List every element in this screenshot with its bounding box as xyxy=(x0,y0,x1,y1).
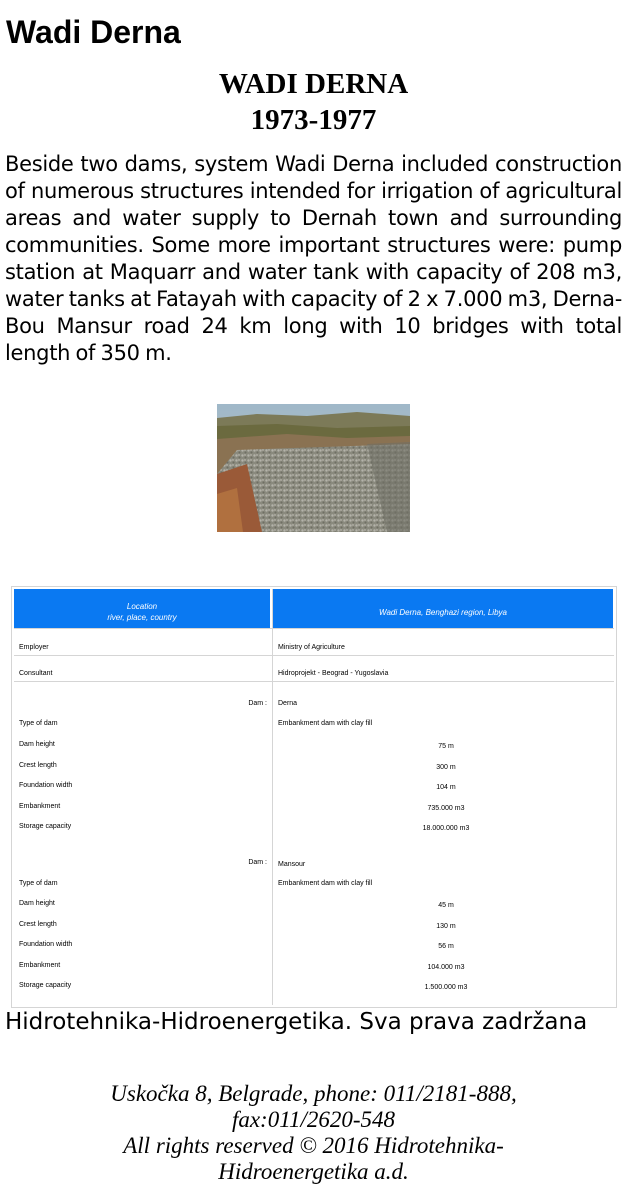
header-location-label: Location xyxy=(126,602,158,611)
table-column-divider xyxy=(272,589,273,1005)
page-title: Wadi Derna xyxy=(6,14,181,50)
crest-length-label: Crest length xyxy=(19,921,57,928)
consultant-label: Consultant xyxy=(19,670,53,677)
embankment-label: Embankment xyxy=(19,962,61,969)
embankment-value: 104.000 m3 xyxy=(427,964,465,971)
dam-data-table xyxy=(11,586,617,1008)
footer-address xyxy=(0,1081,627,1185)
table-header-value xyxy=(273,589,613,628)
foundation-width-label: Foundation width xyxy=(19,941,73,948)
embankment-value: 735.000 m3 xyxy=(427,805,465,812)
foundation-width-label: Foundation width xyxy=(19,782,73,789)
dam-name: Derna xyxy=(278,700,298,707)
rights-line: All rights reserved © 2016 Hidrotehnika- xyxy=(123,1133,504,1158)
foundation-width-value: 56 m xyxy=(438,943,454,950)
storage-capacity-label: Storage capacity xyxy=(19,982,72,989)
footer-copyright: Hidrotehnika-Hidroenergetika. Sva prava zadržana xyxy=(5,1009,588,1035)
header-location-sublabel: river, place, country xyxy=(107,613,177,622)
employer-label: Employer xyxy=(19,644,49,651)
article-body: Beside two dams, system Wadi Derna included construction of numerous structures intended for irrigation of agricultural areas and water supply to Dernah town and surrounding communities. Some more important structures were: pump station at Maquarr and water tank with capacity of 208 m3, water tanks at Fatayah with capacity of 2 x 7.000 m3, Derna-Bou Mansur road 24 km long with 10 bridges with total length of 350 m. xyxy=(5,152,622,365)
crest-length-label: Crest length xyxy=(19,762,57,769)
type-of-dam-label: Type of dam xyxy=(19,880,58,887)
dam-height-label: Dam height xyxy=(19,900,55,907)
foundation-width-value: 104 m xyxy=(436,784,456,791)
article-heading-title: WADI DERNA xyxy=(218,68,409,100)
article-heading-years: 1973-1977 xyxy=(250,104,377,136)
table-row-divider xyxy=(14,655,614,656)
table-row-divider xyxy=(14,628,614,629)
embankment-label: Embankment xyxy=(19,803,61,810)
storage-capacity-value: 1.500.000 m3 xyxy=(424,984,468,991)
dam-label: Dam : xyxy=(248,700,267,707)
employer-value: Ministry of Agriculture xyxy=(278,644,345,651)
type-of-dam-value: Embankment dam with clay fill xyxy=(278,880,373,887)
fax-line: fax:011/2620-548 xyxy=(231,1107,396,1132)
crest-length-value: 300 m xyxy=(436,764,456,771)
header-location-value: Wadi Derna, Benghazi region, Libya xyxy=(379,608,507,617)
dam-height-label: Dam height xyxy=(19,741,55,748)
table-header-location xyxy=(14,589,270,628)
dam-photo xyxy=(217,404,410,532)
dam-name: Mansour xyxy=(278,861,306,868)
dam-label: Dam : xyxy=(248,859,267,866)
storage-capacity-value: 18.000.000 m3 xyxy=(422,825,470,832)
type-of-dam-value: Embankment dam with clay fill xyxy=(278,720,373,727)
type-of-dam-label: Type of dam xyxy=(19,720,58,727)
dam-height-value: 75 m xyxy=(438,743,454,750)
address-line: Uskočka 8, Belgrade, phone: 011/2181-888, xyxy=(110,1081,517,1106)
table-row-divider xyxy=(14,681,614,682)
article-heading xyxy=(0,66,627,138)
storage-capacity-label: Storage capacity xyxy=(19,823,72,830)
crest-length-value: 130 m xyxy=(436,923,456,930)
rights-line-company: Hidroenergetika a.d. xyxy=(218,1159,409,1184)
dam-height-value: 45 m xyxy=(438,902,454,909)
consultant-value: Hidroprojekt - Beograd - Yugoslavia xyxy=(278,670,389,677)
